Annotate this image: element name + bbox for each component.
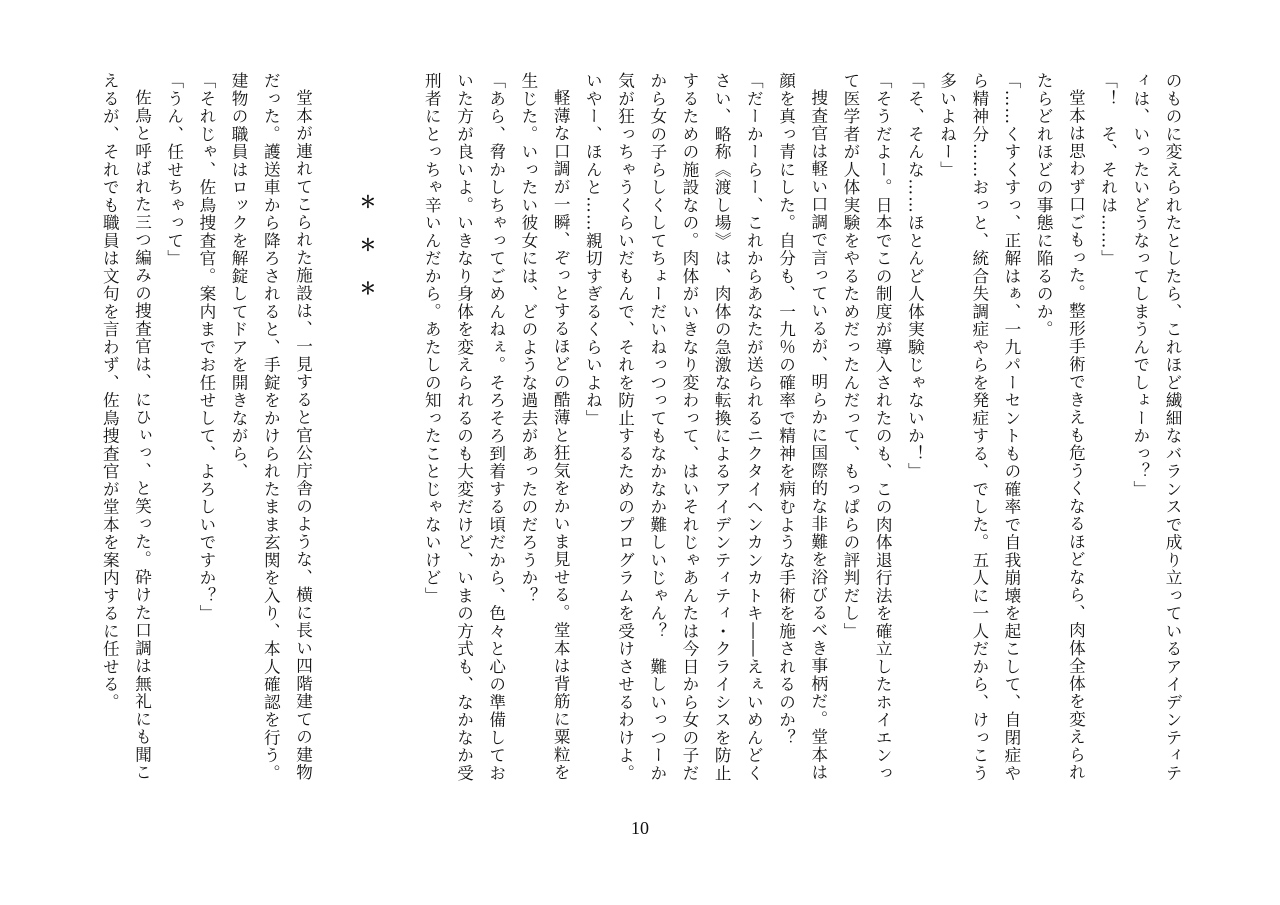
text-line: ら精神分……おっと、統合失調症やらを発症する、でした。五人に一人だから、けっこう — [969, 72, 989, 782]
text-line: 軽薄な口調が一瞬、ぞっとするほどの酷薄と狂気をかいま見せる。堂本は背筋に粟粒を — [551, 88, 571, 781]
vertical-text-body — [88, 72, 1188, 842]
text-line: 多いよねー」 — [937, 72, 957, 179]
text-line: 堂本は思わず口ごもった。整形手術できえも危うくなるほどなら、肉体全体を変えられ — [1066, 88, 1086, 781]
text-line: 「うん、任せちゃって」 — [164, 72, 184, 268]
text-line: のものに変えられたとしたら、これほど繊細なバランスで成り立っているアイデンティテ — [1163, 72, 1182, 782]
text-line: いた方が良いよ。いきなり身体を変えられるのも大変だけど、いまの方式も、なかなか受 — [454, 72, 474, 782]
text-line: たらどれほどの事態に陥るのか。 — [1034, 72, 1054, 339]
text-line: 佐鳥と呼ばれた三つ編みの捜査官は、にひぃっ、と笑った。砕けた口調は無礼にも聞こ — [132, 88, 152, 781]
text-line: から女の子らしくしてちょーだいねっつってもなかなか難しいじゃん？ 難しいっつーか — [647, 72, 667, 782]
text-line: 「！ そ、それは……」 — [1098, 72, 1118, 268]
text-line: 「そ、そんな……ほとんど人体実験じゃないか！」 — [905, 72, 925, 481]
text-line: 捜査官は軽い口調で言っているが、明らかに国際的な非難を浴びるべき事柄だ。堂本は — [808, 88, 828, 781]
text-line: 「それじゃ、佐鳥捜査官。案内までお任せして、よろしいですか？」 — [196, 72, 216, 623]
text-line: 生じた。いったい彼女には、どのような過去があったのだろうか？ — [518, 72, 538, 605]
text-line: 「そうだよー。日本でこの制度が導入されたのも、この肉体退行法を確立したホイエンっ — [873, 72, 893, 782]
text-line: 気が狂っちゃうくらいだもんで、それを防止するためのプログラムを受けさせるわけよ。 — [615, 72, 635, 782]
scene-break: ＊＊＊ — [356, 193, 377, 323]
text-line: 「あら、脅かしちゃってごめんねぇ。そろそろ到着する頃だから、色々と心の準備してお — [486, 72, 506, 782]
blank-line — [319, 72, 351, 842]
text-line: えるが、それでも職員は文句を言わず、佐鳥捜査官が堂本を案内するに任せる。 — [100, 72, 120, 711]
text-line: 刑者にとっちゃ辛いんだから。あたしの知ったことじゃないけど」 — [422, 72, 442, 605]
text-line: 「……くすくすっ、正解はぁ、一九パーセントもの確率で自我崩壊を起こして、自閉症や — [1001, 72, 1021, 782]
text-line: ィは、いったいどうなってしまうんでしょーかっ？」 — [1130, 72, 1150, 498]
text-line: て医学者が人体実験をやるためだったんだって、もっぱらの評判だし」 — [840, 72, 860, 640]
text-line: いやー、ほんと……親切すぎるくらいよね」 — [583, 72, 603, 427]
text-line: するための施設なの。肉体がいきなり変わって、はいそれじゃあんたは今日から女の子だ — [679, 72, 699, 782]
text-line: 堂本が連れてこられた施設は、一見すると官公庁舎のような、横に長い四階建ての建物 — [293, 88, 313, 781]
text-line: 建物の職員はロックを解錠してドアを開きながら、 — [229, 72, 249, 481]
text-line: 顔を真っ青にした。自分も、一九％の確率で精神を病むような手術を施されるのか？ — [776, 72, 796, 747]
blank-line — [383, 72, 415, 842]
text-line-with-ruby — [576, 72, 608, 842]
text-line: さい、略称《渡し場》は、肉体の急激な転換によるアイデンティティ・クライシスを防止 — [712, 72, 732, 782]
text-line: だった。護送車から降ろされると、手錠をかけられたまま玄関を入り、本人確認を行う。 — [261, 72, 281, 782]
page-number: 10 — [631, 818, 649, 838]
text-line: 「だーかーらー、これからあなたが送られるニクタイヘンカンカトキ――えぇいめんどく — [744, 72, 764, 782]
